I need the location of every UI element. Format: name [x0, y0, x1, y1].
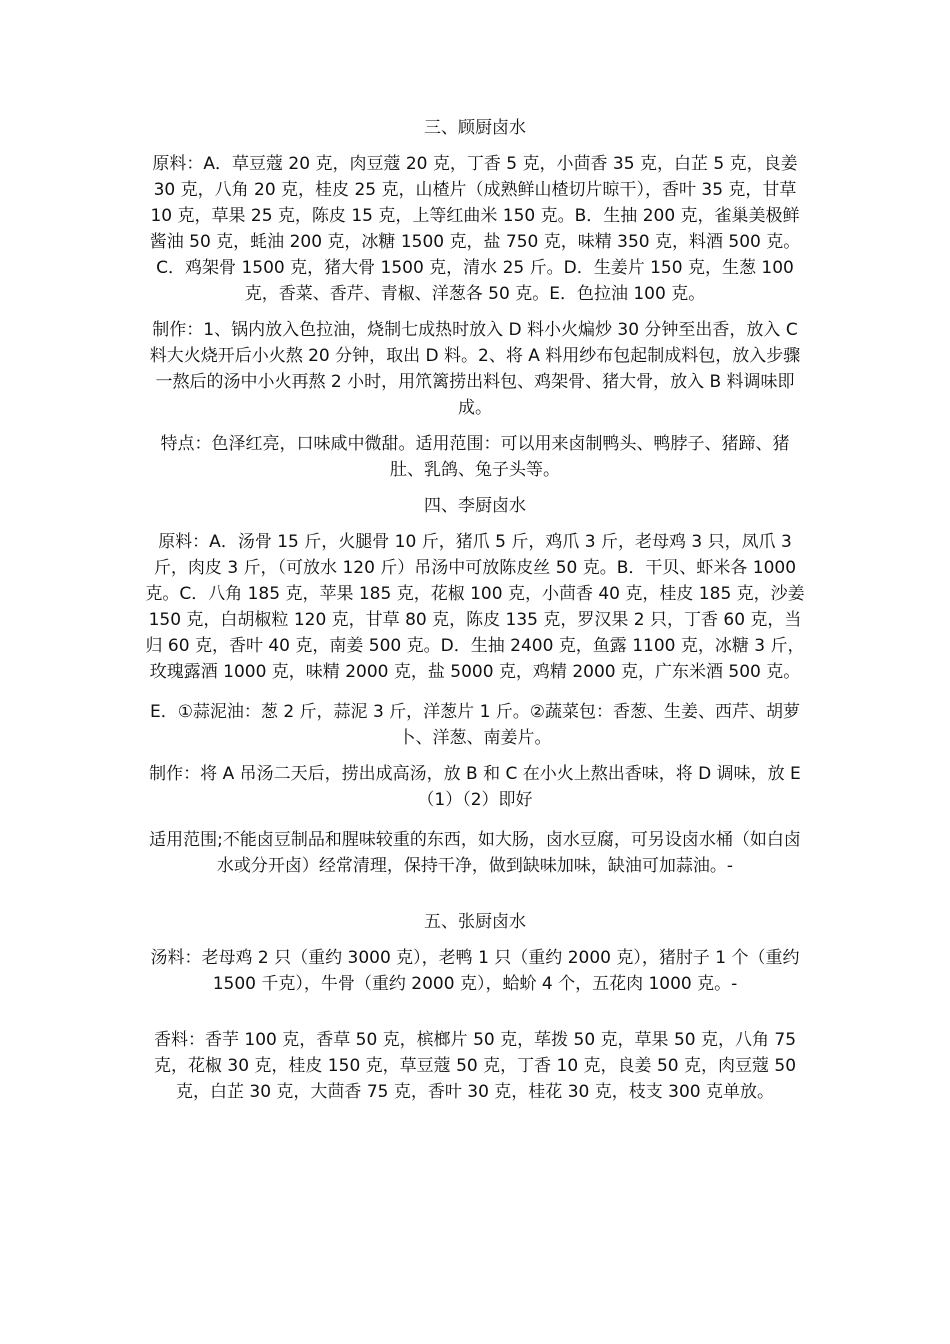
section-4-title: 四、李厨卤水 — [424, 496, 526, 516]
section-4-scope: 适用范围;不能卤豆制品和腥味较重的东西，如大肠，卤水豆腐，可另设卤水桶（如白卤水或分开卤）经常清理，保持干净，做到缺味加味，缺油可加蒜油。- — [149, 830, 801, 876]
document-page — [145, 115, 805, 1105]
section-3-features: 特点：色泽红亮，口味咸中微甜。适用范围：可以用来卤制鸭头、鸭脖子、猪蹄、猪肚、乳鸽、兔子头等。 — [160, 434, 790, 480]
section-3-ingredients: 原料：A．草豆蔻 20 克，肉豆蔻 20 克，丁香 5 克，小茴香 35 克，白芷 5 克，良姜 30 克，八角 20 克，桂皮 25 克，山楂片（成熟鲜山楂切片晾干），香叶 35 克，甘草 10 克，草果 25 克，陈皮 15 克，上等红曲米 150 克。B．生抽 200 克，雀巢美极鲜酱油 50 克，蚝油 200 克，冰糖 1500 克，盐 750 克，味精 350 克，料酒 500 克。C．鸡架骨 1500 克，猪大骨 1500 克，清水 25 斤。D．生姜片 150 克，生葱 100 克，香菜、香芹、青椒、洋葱各 50 克。E．色拉油 100 克。 — [149, 154, 801, 304]
section-4-part-e: E．①蒜泥油：葱 2 斤，蒜泥 3 斤，洋葱片 1 斤。②蔬菜包：香葱、生姜、西芹、胡萝卜、洋葱、南姜片。 — [149, 702, 801, 748]
section-5-spices: 香料：香芋 100 克，香草 50 克，槟榔片 50 克，荜拨 50 克，草果 50 克，八角 75 克，花椒 30 克，桂皮 150 克，草豆蔻 50 克，丁香 10 克，良姜 50 克，肉豆蔻 50 克，白芷 30 克，大茴香 75 克，香叶 30 克，桂花 30 克，枝支 300 克单放。 — [153, 1030, 797, 1102]
section-4-method: 制作：将 A 吊汤二天后，捞出成高汤，放 B 和 C 在小火上熬出香味，将 D 调味，放 E（1）（2）即好 — [149, 764, 801, 810]
section-5-title: 五、张厨卤水 — [424, 912, 526, 932]
section-3-title: 三、顾厨卤水 — [424, 118, 526, 138]
section-4-ingredients: 原料：A．汤骨 15 斤，火腿骨 10 斤，猪爪 5 斤，鸡爪 3 斤，老母鸡 3 只，凤爪 3 斤，肉皮 3 斤，（可放水 120 斤）吊汤中可放陈皮丝 50 克。B．干贝、虾米各 1000 克。C．八角 185 克，苹果 185 克，花椒 100 克，小茴香 40 克，桂皮 185 克，沙姜 150 克，白胡椒粒 120 克，甘草 80 克，陈皮 135 克，罗汉果 2 只，丁香 60 克，当归 60 克，香叶 40 克，南姜 500 克。D．生抽 2400 克，鱼露 1100 克，冰糖 3 斤，玫瑰露酒 1000 克，味精 2000 克，盐 5000 克，鸡精 2000 克，广东米酒 500 克。 — [145, 532, 805, 682]
section-5-soup: 汤料：老母鸡 2 只（重约 3000 克），老鸭 1 只（重约 2000 克），猪肘子 1 个（重约 1500 千克），牛骨（重约 2000 克），蛤蚧 4 个，五花肉 1000 克。- — [150, 948, 800, 994]
section-3-method: 制作：1、锅内放入色拉油，烧制七成热时放入 D 料小火煸炒 30 分钟至出香，放入 C 料大火烧开后小火熬 20 分钟，取出 D 料。2、将 A 料用纱布包起制成料包，放入步骤一熬后的汤中小火再熬 2 小时，用笊篱捞出料包、鸡架骨、猪大骨，放入 B 料调味即成。 — [149, 320, 801, 418]
